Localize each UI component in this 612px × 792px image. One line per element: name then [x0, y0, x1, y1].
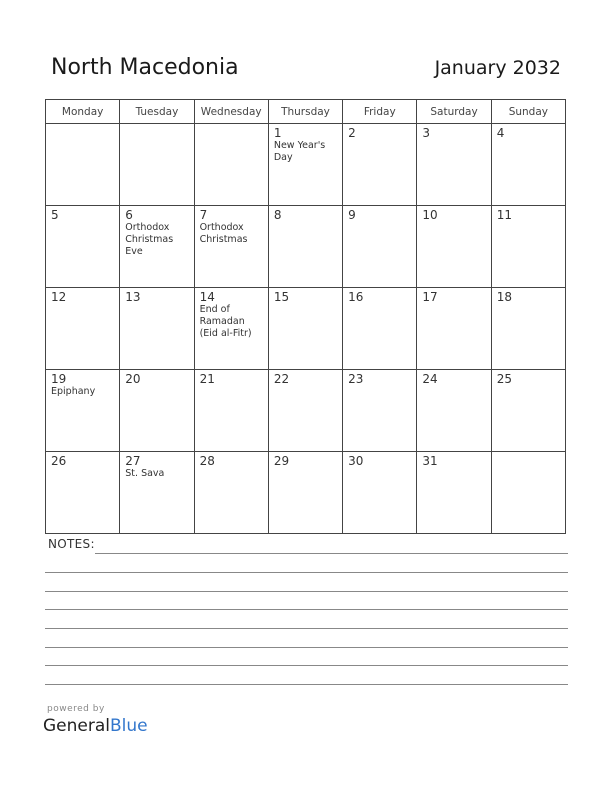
day-cell — [120, 370, 194, 452]
day-number: 26 — [51, 454, 67, 468]
day-number: 12 — [51, 290, 67, 304]
day-number: 15 — [273, 290, 290, 304]
week-row — [46, 370, 566, 452]
day-cell — [268, 124, 342, 206]
day-number: 21 — [199, 372, 215, 386]
day-number: 6 — [125, 208, 133, 222]
weekday-header: Saturday — [417, 100, 491, 124]
weekday-header: Tuesday — [120, 100, 194, 124]
day-cell — [343, 288, 417, 370]
day-number: 9 — [348, 208, 356, 222]
day-cell — [268, 206, 342, 288]
day-number: 19 — [51, 372, 67, 386]
day-number: 25 — [496, 372, 512, 386]
generalblue-logo — [43, 716, 148, 736]
day-cell — [343, 206, 417, 288]
day-cell — [417, 288, 491, 370]
day-number: 13 — [125, 290, 141, 304]
notes-line — [45, 684, 568, 685]
holiday-label: End of Ramadan (Eid al-Fitr) — [199, 304, 252, 339]
day-cell — [268, 452, 342, 534]
day-number: 29 — [273, 454, 290, 468]
weekday-header-row — [46, 100, 566, 124]
day-number: 14 — [199, 290, 215, 304]
day-cell — [343, 124, 417, 206]
day-number: 17 — [422, 290, 438, 304]
day-number: 1 — [273, 126, 282, 140]
holiday-label: New Year's Day — [273, 140, 326, 163]
day-cell — [491, 288, 565, 370]
day-cell — [194, 370, 268, 452]
day-cell — [46, 452, 120, 534]
calendar-month-title: January 2032 — [434, 57, 561, 79]
notes-line — [45, 572, 568, 573]
day-cell — [46, 370, 120, 452]
notes-line — [45, 647, 568, 648]
day-number: 2 — [348, 126, 356, 140]
day-cell — [417, 370, 491, 452]
day-cell — [120, 452, 194, 534]
weekday-header: Sunday — [491, 100, 565, 124]
week-row — [46, 452, 566, 534]
day-number: 16 — [348, 290, 364, 304]
week-row — [46, 124, 566, 206]
calendar-country-title: North Macedonia — [51, 55, 239, 80]
day-cell — [194, 206, 268, 288]
powered-by-text: powered by — [47, 704, 105, 714]
day-number: 10 — [422, 208, 438, 222]
day-cell — [120, 124, 194, 206]
day-number: 18 — [496, 290, 512, 304]
brand-general: General — [43, 716, 110, 736]
weekday-header: Wednesday — [194, 100, 268, 124]
week-row — [46, 288, 566, 370]
day-number: 7 — [199, 208, 208, 222]
day-number: 30 — [348, 454, 364, 468]
day-number: 8 — [273, 208, 282, 222]
notes-line — [45, 609, 568, 610]
day-cell — [194, 452, 268, 534]
weekday-header: Monday — [46, 100, 120, 124]
notes-line — [45, 628, 568, 629]
day-number: 23 — [348, 372, 364, 386]
day-cell — [268, 370, 342, 452]
day-cell — [120, 206, 194, 288]
day-cell — [491, 370, 565, 452]
day-cell — [343, 452, 417, 534]
holiday-label: Epiphany — [51, 386, 96, 397]
day-cell — [343, 370, 417, 452]
holiday-label: St. Sava — [125, 468, 165, 479]
notes-line — [95, 553, 568, 554]
day-number: 11 — [496, 208, 512, 222]
notes-label: NOTES: — [48, 537, 95, 551]
day-number: 22 — [273, 372, 290, 386]
day-number: 3 — [422, 126, 431, 140]
day-cell — [46, 124, 120, 206]
day-cell — [417, 124, 491, 206]
day-number: 27 — [125, 454, 141, 468]
day-cell — [417, 206, 491, 288]
day-cell — [417, 452, 491, 534]
notes-line — [45, 665, 568, 666]
holiday-label: Orthodox Christmas — [199, 222, 248, 245]
brand-blue: Blue — [110, 716, 148, 736]
day-cell — [194, 124, 268, 206]
day-number: 24 — [422, 372, 438, 386]
day-number: 20 — [125, 372, 141, 386]
day-cell — [491, 124, 565, 206]
day-cell — [46, 206, 120, 288]
notes-line — [45, 591, 568, 592]
day-cell — [268, 288, 342, 370]
weekday-header: Friday — [343, 100, 417, 124]
day-cell — [194, 288, 268, 370]
day-cell — [491, 206, 565, 288]
day-cell — [491, 452, 565, 534]
week-row — [46, 206, 566, 288]
weekday-header: Thursday — [268, 100, 342, 124]
day-number: 4 — [496, 126, 505, 140]
day-cell — [46, 288, 120, 370]
day-cell — [120, 288, 194, 370]
day-number: 28 — [199, 454, 215, 468]
holiday-label: Orthodox Christmas Eve — [125, 222, 174, 257]
day-number: 5 — [51, 208, 59, 222]
calendar-grid — [45, 99, 566, 534]
day-number: 31 — [422, 454, 438, 468]
